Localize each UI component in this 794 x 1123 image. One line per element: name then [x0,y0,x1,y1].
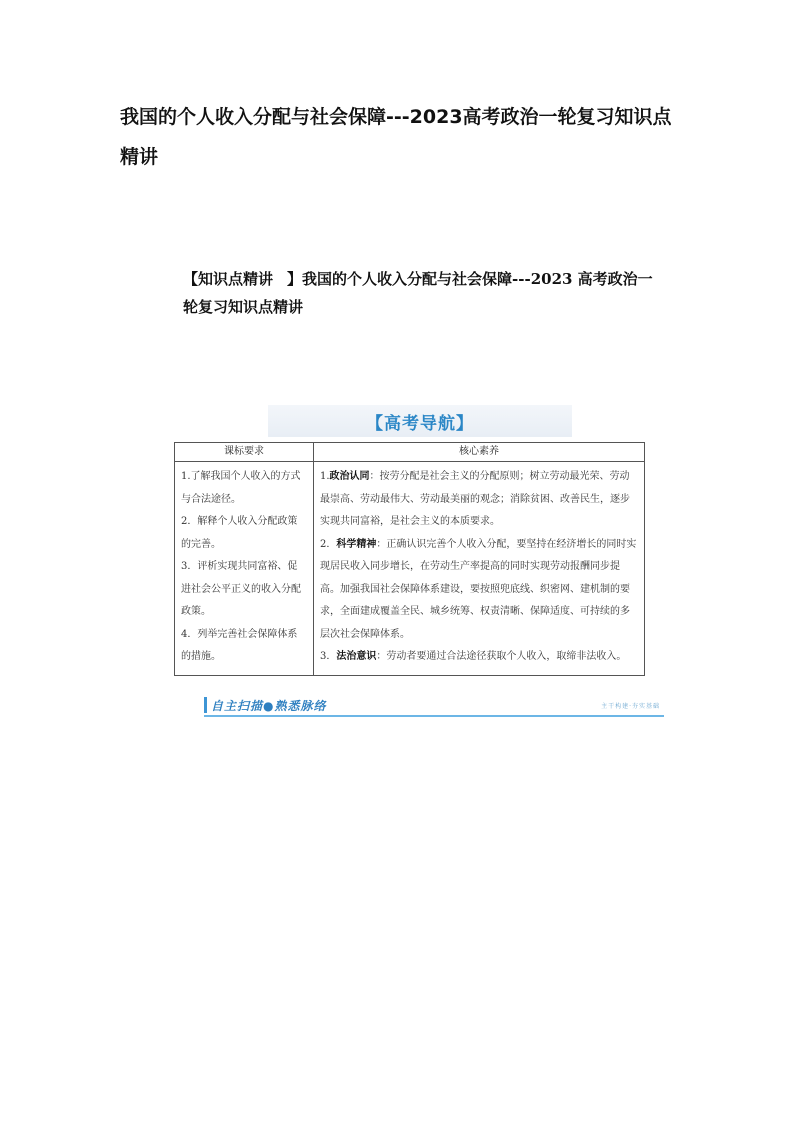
table-row [175,462,645,676]
section-bar [204,697,664,717]
table-header-row [175,443,645,462]
header-core-literacy: 核心素养 [314,443,645,462]
curriculum-table [174,442,645,676]
exam-navigation-title: 【高考导航】 [366,413,474,434]
literacy-number: 2． [320,538,337,550]
literacy-item [320,466,638,534]
header-requirements: 课标要求 [175,443,314,462]
section-subheading [183,265,653,321]
literacy-text: ：劳动者要通过合法途径获取个人收入，取缔非法收入。 [376,651,627,662]
literacy-text: ：按劳分配是社会主义的分配原则；树立劳动最光荣、劳动最崇高、劳动最伟大、劳动最美丽的观念；消除贫困、改善民生，逐步实现共同富裕，是社会主义的本质要求。 [320,471,630,527]
literacy-keyword: 科学精神 [336,538,377,550]
literacy-keyword: 法治意识 [336,651,377,662]
literacy-number: 3． [320,651,337,662]
section-bar-tagline: 主干构建·夯实基础 [601,703,660,710]
document-title: 我国的个人收入分配与社会保障---2023高考政治一轮复习知识点精讲 [120,106,672,168]
section-bar-label [204,697,326,713]
subheading-prefix: 【知识点精讲 [183,270,274,288]
literacy-text: ：正确认识完善个人收入分配，要坚持在经济增长的同时实现居民收入同步增长，在劳动生产率提高的同时实现劳动报酬同步提高。加强我国社会保障体系建设，要按照兜底线、织密网、建机制的要求，全面建成覆盖全民、城乡统筹、权责清晰、保障适度、可持续的多层次社会保障体系。 [320,538,637,640]
exam-navigation-banner [268,405,572,437]
requirement-item: 3．评析实现共同富裕、促进社会公平正义的收入分配政策。 [181,561,301,617]
literacy-keyword: 政治认同 [329,471,370,482]
self-scan-label: 自主扫描●熟悉脉络 [211,698,327,713]
literacy-item [320,646,638,669]
literacy-cell [314,462,645,676]
requirements-cell [175,462,314,676]
requirement-item: 1.了解我国个人收入的方式与合法途径。 [181,471,301,505]
literacy-item [320,534,638,647]
requirement-item: 4．列举完善社会保障体系的措施。 [181,628,298,662]
subheading-main: 】我国的个人收入分配与社会保障---2023 高考政治一轮复习知识点精讲 [183,270,653,316]
requirement-item: 2．解释个人收入分配政策的完善。 [181,516,298,550]
literacy-number: 1. [320,471,330,482]
